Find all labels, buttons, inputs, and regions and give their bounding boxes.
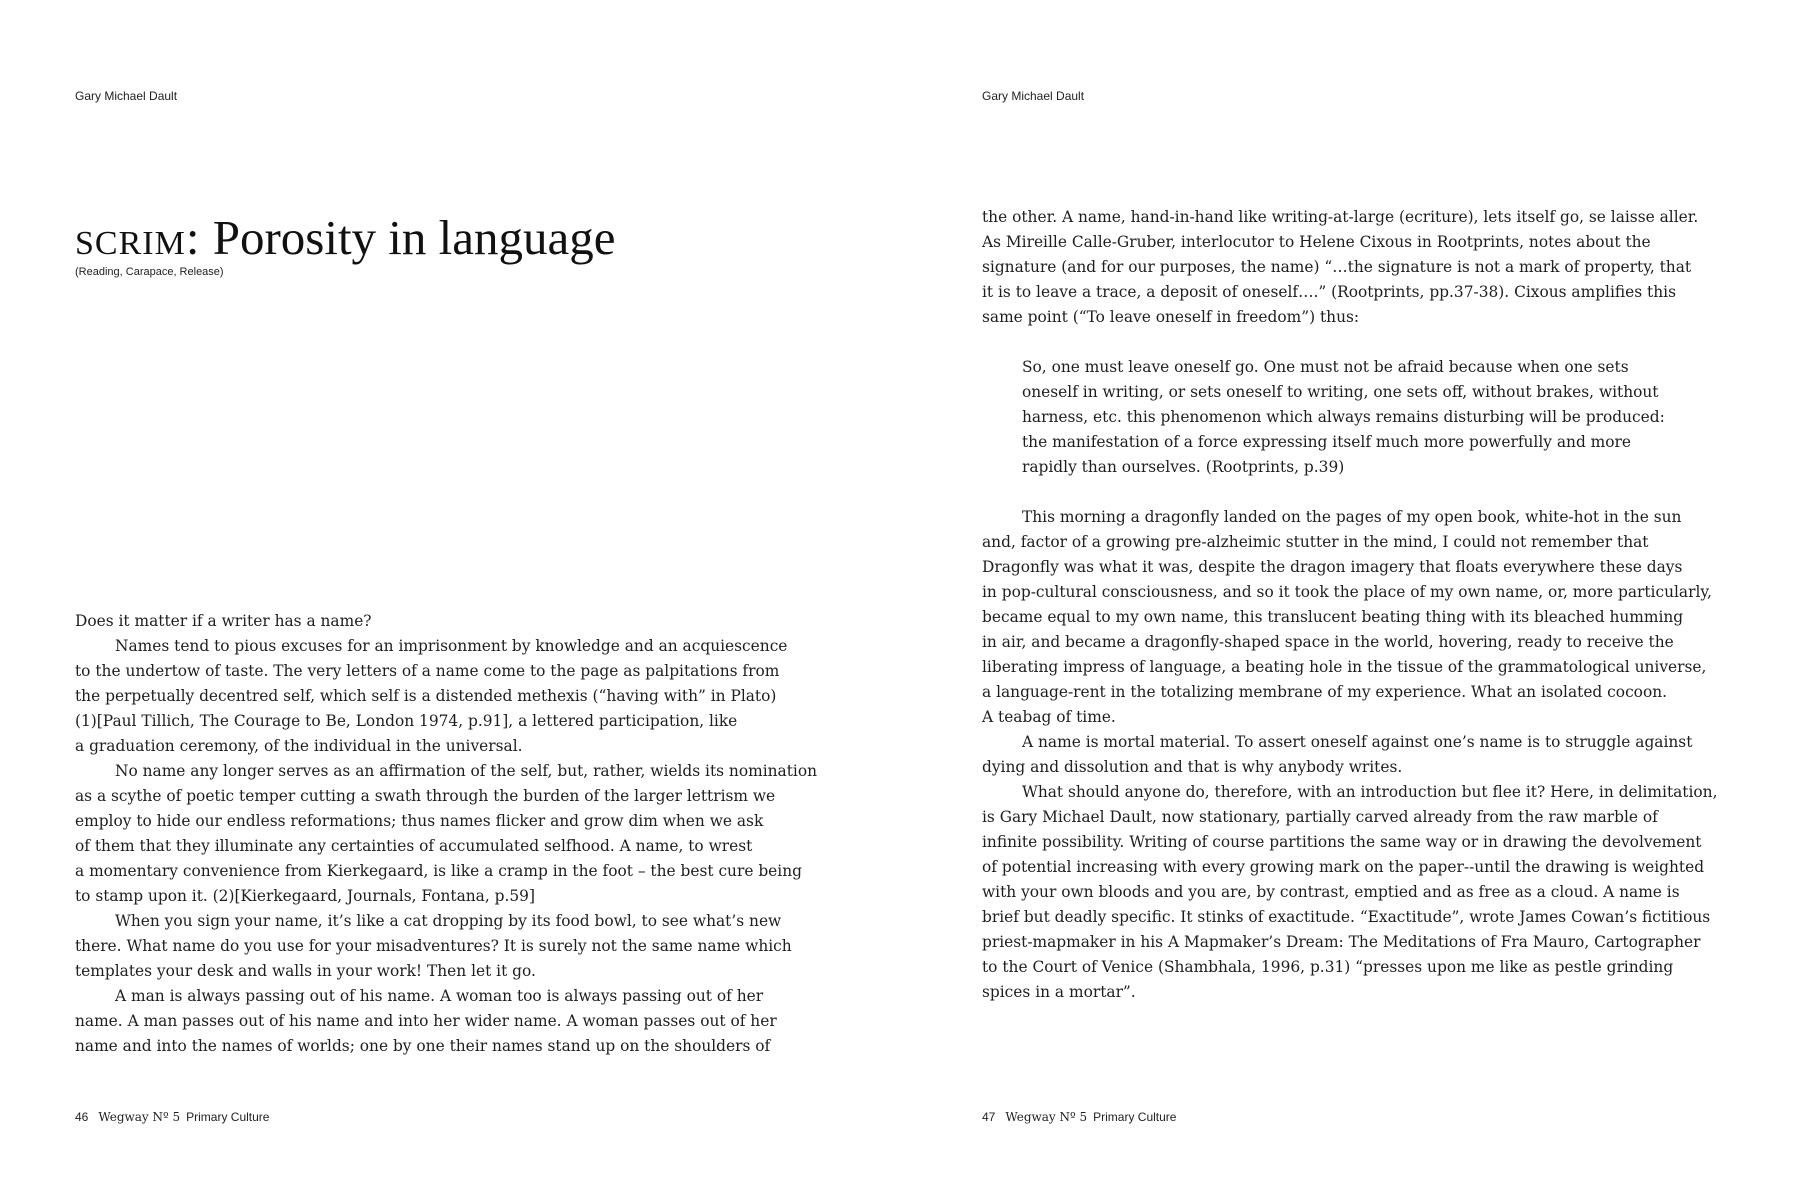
text-line: to the undertow of taste. The very letters of a name come to the page as palpitations from	[75, 662, 780, 680]
block-quote	[982, 355, 1752, 480]
running-head: Gary Michael Dault	[982, 89, 1085, 103]
right-page	[900, 0, 1800, 1200]
body-text	[982, 205, 1752, 1005]
text-line: a language-rent in the totalizing membrane of my experience. What an isolated cocoon.	[982, 683, 1668, 701]
section-name: Primary Culture	[1093, 1110, 1177, 1124]
paragraph-gap	[982, 330, 1752, 355]
text-line: in air, and became a dragonfly-shaped space in the world, hovering, ready to receive the	[982, 633, 1674, 651]
text-line: infinite possibility. Writing of course partitions the same way or in drawing the devolvement	[982, 833, 1702, 851]
text-line: A name is mortal material. To assert oneself against one’s name is to struggle against	[1022, 733, 1693, 751]
text-line: same point (“To leave oneself in freedom”) thus:	[982, 308, 1360, 326]
text-line: to the Court of Venice (Shambhala, 1996, p.31) “presses upon me like as pestle grinding	[982, 958, 1674, 976]
text-line: is Gary Michael Dault, now stationary, partially carved already from the raw marble of	[982, 808, 1658, 826]
page-number: 46	[75, 1110, 89, 1124]
paragraph-gap	[982, 480, 1752, 505]
text-line: the perpetually decentred self, which self is a distended methexis (“having with” in Plato)	[75, 687, 777, 705]
text-line: as a scythe of poetic temper cutting a swath through the burden of the larger lettrism we	[75, 787, 776, 805]
text-line: in pop-cultural consciousness, and so it took the place of my own name, or, more particularly,	[982, 583, 1712, 601]
text-line: Names tend to pious excuses for an imprisonment by knowledge and an acquiescence	[115, 637, 788, 655]
text-line: A teabag of time.	[982, 708, 1116, 726]
quote-line: rapidly than ourselves. (Rootprints, p.39)	[1022, 458, 1345, 476]
text-line: of potential increasing with every growing mark on the paper--until the drawing is weighted	[982, 858, 1705, 876]
text-line: (1)[Paul Tillich, The Courage to Be, London 1974, p.91], a lettered participation, like	[75, 712, 738, 730]
text-line: dying and dissolution and that is why anybody writes.	[982, 758, 1403, 776]
text-line: signature (and for our purposes, the name) “…the signature is not a mark of property, that	[982, 258, 1692, 276]
magazine-name: Wegway Nº 5	[98, 1110, 181, 1124]
quote-line: the manifestation of a force expressing itself much more powerfully and more	[1022, 433, 1632, 451]
article-subtitle: (Reading, Carapace, Release)	[75, 266, 224, 278]
page-number: 47	[982, 1110, 996, 1124]
text-line: there. What name do you use for your misadventures? It is surely not the same name which	[75, 937, 792, 955]
article-title	[75, 210, 616, 266]
text-line: No name any longer serves as an affirmation of the self, but, rather, wields its nomination	[115, 762, 818, 780]
text-line: with your own bloods and you are, by contrast, emptied and as free as a cloud. A name is	[982, 883, 1680, 901]
title-small-caps: scrim:	[75, 210, 201, 265]
text-line: Dragonfly was what it was, despite the dragon imagery that floats everywhere these days	[982, 558, 1683, 576]
text-line: A man is always passing out of his name. A woman too is always passing out of her	[115, 987, 764, 1005]
text-line: When you sign your name, it’s like a cat dropping by its food bowl, to see what’s new	[115, 912, 782, 930]
text-line: the other. A name, hand-in-hand like writing-at-large (ecriture), lets itself go, se laisse aller.	[982, 208, 1699, 226]
text-line: priest-mapmaker in his A Mapmaker’s Dream: The Meditations of Fra Mauro, Cartographer	[982, 933, 1701, 951]
text-line: and, factor of a growing pre-alzheimic stutter in the mind, I could not remember that	[982, 533, 1649, 551]
text-line: a graduation ceremony, of the individual in the universal.	[75, 737, 523, 755]
text-line: This morning a dragonfly landed on the pages of my open book, white-hot in the sun	[1022, 508, 1682, 526]
text-line: liberating impress of language, a beating hole in the tissue of the grammatological universe,	[982, 658, 1707, 676]
text-line: employ to hide our endless reformations; thus names flicker and grow dim when we ask	[75, 812, 764, 830]
text-line: templates your desk and walls in your work! Then let it go.	[75, 962, 536, 980]
text-line: spices in a mortar”.	[982, 983, 1136, 1001]
running-head: Gary Michael Dault	[75, 89, 178, 103]
page-footer	[75, 1110, 269, 1124]
text-line: name. A man passes out of his name and into her wider name. A woman passes out of her	[75, 1012, 777, 1030]
magazine-name: Wegway Nº 5	[1005, 1110, 1088, 1124]
text-line: to stamp upon it. (2)[Kierkegaard, Journals, Fontana, p.59]	[75, 887, 535, 905]
text-line: became equal to my own name, this translucent beating thing with its bleached humming	[982, 608, 1684, 626]
text-line: a momentary convenience from Kierkegaard, is like a cramp in the foot – the best cure being	[75, 862, 802, 880]
title-main: Porosity in language	[200, 210, 616, 265]
text-line: brief but deadly specific. It stinks of exactitude. “Exactitude”, wrote James Cowan’s fictitious	[982, 908, 1711, 926]
text-line: of them that they illuminate any certainties of accumulated selfhood. A name, to wrest	[75, 837, 753, 855]
text-line: What should anyone do, therefore, with an introduction but flee it? Here, in delimitation,	[1022, 783, 1718, 801]
quote-line: oneself in writing, or sets oneself to writing, one sets off, without brakes, without	[1022, 383, 1659, 401]
body-text	[75, 609, 835, 1059]
section-name: Primary Culture	[186, 1110, 270, 1124]
text-line: Does it matter if a writer has a name?	[75, 612, 372, 630]
quote-line: So, one must leave oneself go. One must not be afraid because when one sets	[1022, 358, 1629, 376]
page-footer	[982, 1110, 1176, 1124]
text-line: As Mireille Calle-Gruber, interlocutor to Helene Cixous in Rootprints, notes about the	[982, 233, 1651, 251]
text-line: name and into the names of worlds; one by one their names stand up on the shoulders of	[75, 1037, 771, 1055]
text-line: it is to leave a trace, a deposit of oneself….” (Rootprints, pp.37-38). Cixous amplifies this	[982, 283, 1676, 301]
quote-line: harness, etc. this phenomenon which always remains disturbing will be produced:	[1022, 408, 1665, 426]
